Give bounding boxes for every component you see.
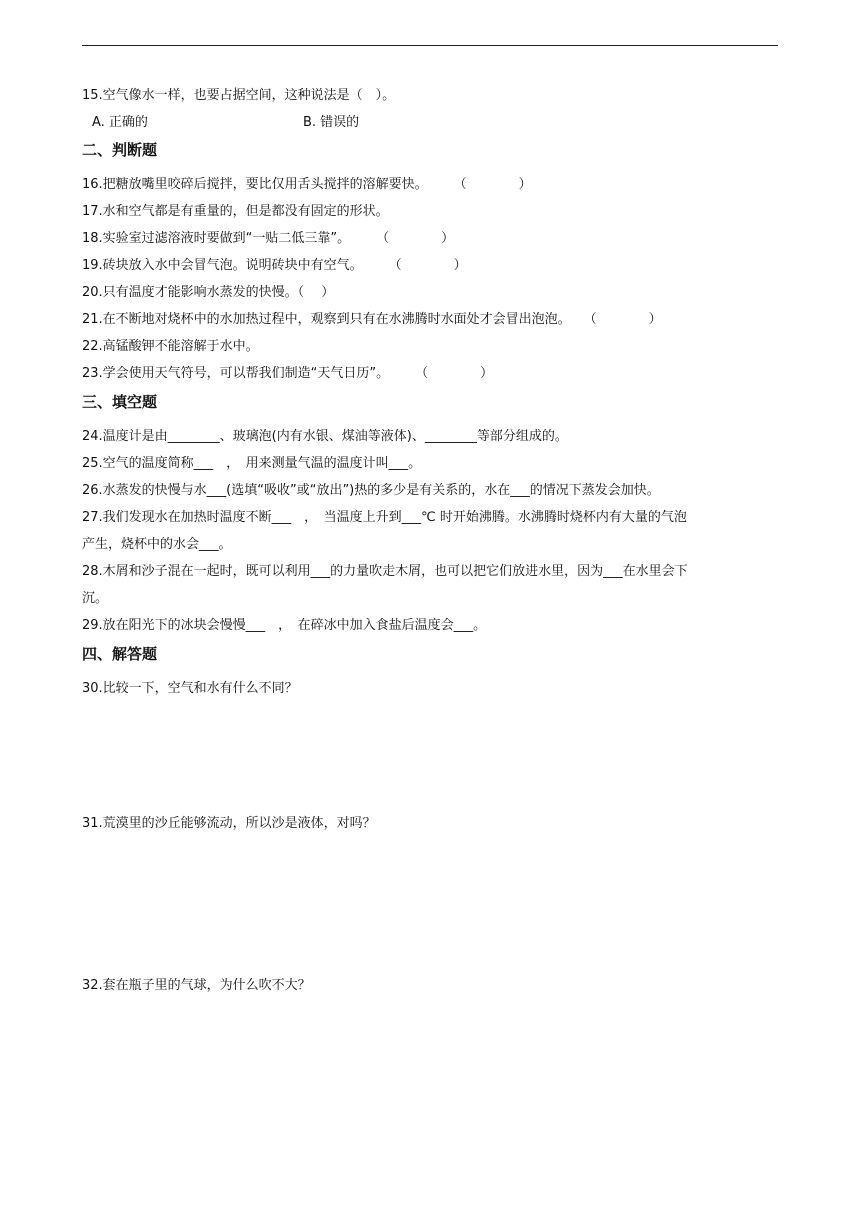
question-25: 25.空气的温度简称___ ， 用来测量气温的温度计叫___。 — [82, 456, 422, 471]
section-true-false-title: 二、判断题 — [82, 141, 158, 159]
question-24: 24.温度计是由________、玻璃泡(内有水银、煤油等液体)、________等部分组成的。 — [82, 429, 568, 444]
question-19: 19.砖块放入水中会冒气泡。说明砖块中有空气。 （ ） — [82, 258, 467, 273]
question-17: 17.水和空气都是有重量的，但是都没有固定的形状。 — [82, 204, 389, 219]
question-27-continued: 产生，烧杯中的水会___。 — [82, 537, 232, 552]
section-answer-title: 四、解答题 — [82, 645, 158, 663]
question-23: 23.学会使用天气符号，可以帮我们制造“天气日历”。 （ ） — [82, 366, 494, 381]
question-21: 21.在不断地对烧杯中的水加热过程中，观察到只有在水沸腾时水面处才会冒出泡泡。 （ ） — [82, 312, 662, 327]
section-fill-blank-title: 三、填空题 — [82, 393, 158, 411]
question-20: 20.只有温度才能影响水蒸发的快慢。（ ） — [82, 285, 335, 300]
question-15-option-b: B. 错误的 — [303, 115, 360, 130]
question-30: 30.比较一下，空气和水有什么不同？ — [82, 681, 298, 696]
header-rule — [82, 45, 778, 46]
question-29: 29.放在阳光下的冰块会慢慢___ ， 在碎冰中加入食盐后温度会___。 — [82, 618, 487, 633]
question-26: 26.水蒸发的快慢与水___(选填“吸收”或“放出”)热的多少是有关系的，水在___的情况下蒸发会加快。 — [82, 483, 660, 498]
question-22: 22.高锰酸钾不能溶解于水中。 — [82, 339, 259, 354]
question-32: 32.套在瓶子里的气球，为什么吹不大？ — [82, 978, 311, 993]
question-27: 27.我们发现水在加热时温度不断___ ， 当温度上升到___℃ 时开始沸腾。水沸腾时烧杯内有大量的气泡 — [82, 510, 687, 525]
question-18: 18.实验室过滤溶液时要做到“一贴二低三靠”。 （ ） — [82, 231, 455, 246]
question-15-option-a: A. 正确的 — [92, 115, 148, 130]
question-15: 15.空气像水一样，也要占据空间，这种说法是（ ）。 — [82, 88, 396, 103]
question-31: 31.荒漠里的沙丘能够流动，所以沙是液体，对吗？ — [82, 816, 376, 831]
question-28: 28.木屑和沙子混在一起时，既可以利用___的力量吹走木屑，也可以把它们放进水里，因为___在水里会下 — [82, 564, 688, 579]
question-28-continued: 沉。 — [82, 591, 109, 606]
question-16: 16.把糖放嘴里咬碎后搅拌，要比仅用舌头搅拌的溶解要快。 （ ） — [82, 177, 532, 192]
